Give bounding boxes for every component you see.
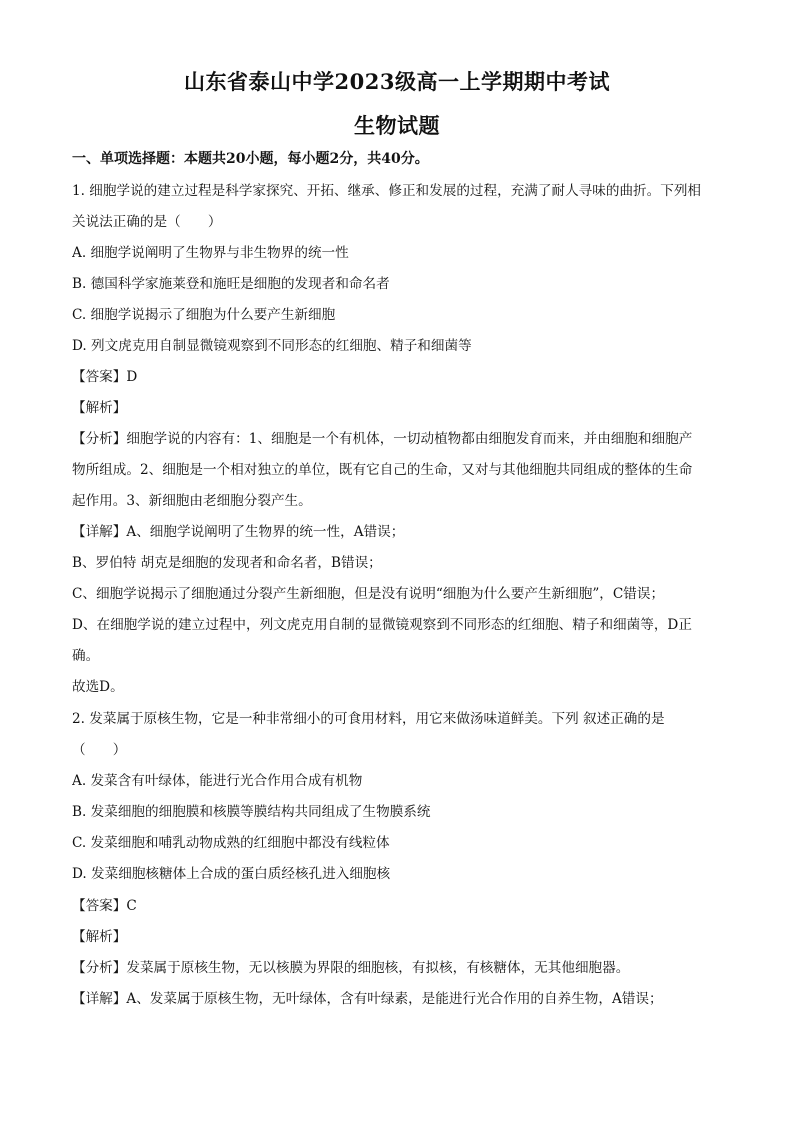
q2-option-c: C. 发菜细胞和哺乳动物成熟的红细胞中都没有线粒体 [72,835,390,851]
q2-answer [72,896,722,916]
q1-detail-line5: 确。 [72,648,100,664]
q1-conclusion: 故选D。 [72,679,124,695]
q1-analysis-line3: 起作用。3、新细胞由老细胞分裂产生。 [72,493,312,509]
q2-option-a: A. 发菜含有叶绿体，能进行光合作用合成有机物 [72,773,363,789]
q2-option-d: D. 发菜细胞核糖体上合成的蛋白质经核孔进入细胞核 [72,866,391,882]
q1-option-c: C. 细胞学说揭示了细胞为什么要产生新细胞 [72,307,336,323]
q1-analysis-line2: 物所组成。2、细胞是一个相对独立的单位，既有它自己的生命，又对与其他细胞共同组成的整体的生命 [72,462,693,478]
q1-detail-line2: B、罗伯特 胡克是细胞的发现者和命名者，B错误； [72,555,382,571]
q2-stem-line2: （ ） [72,742,127,758]
q1-analysis-line1 [72,429,722,449]
answer-tag: 【答案】 [72,898,127,914]
analysis-tag: 【分析】 [72,960,127,976]
detail-text: A、发菜属于原核生物，无叶绿体，含有叶绿素，是能进行光合作用的自养生物，A错误； [126,991,663,1007]
q1-option-d: D. 列文虎克用自制显微镜观察到不同形态的红细胞、精子和细菌等 [72,338,472,354]
detail-tag: 【详解】 [72,991,127,1007]
analysis-tag: 【分析】 [72,431,127,447]
detail-text: A、细胞学说阐明了生物界的统一性，A错误； [126,524,405,540]
q1-option-b: B. 德国科学家施莱登和施旺是细胞的发现者和命名者 [72,276,390,292]
q2-stem-line1: 2. 发菜属于原核生物，它是一种非常细小的可食用材料，用它来做汤味道鲜美。下列 叙述正确的是 [72,711,665,727]
q1-option-a: A. 细胞学说阐明了生物界与非生物界的统一性 [72,245,349,261]
q1-detail-line1 [72,522,722,542]
q1-stem-line1: 1. 细胞学说的建立过程是科学家探究、开拓、继承、修正和发展的过程，充满了耐人寻味的曲折。下列相 [72,183,702,199]
exam-subtitle: 生物试题 [354,113,440,138]
q2-option-b: B. 发菜细胞的细胞膜和核膜等膜结构共同组成了生物膜系统 [72,804,431,820]
exam-title: 山东省泰山中学2023级高一上学期期中考试 [184,69,610,94]
answer-value: D [126,369,138,385]
q1-detail-line4: D、在细胞学说的建立过程中，列文虎克用自制的显微镜观察到不同形态的红细胞、精子和细菌等，D正 [72,617,692,633]
q1-detail-line3: C、细胞学说揭示了细胞通过分裂产生新细胞，但是没有说明“细胞为什么要产生新细胞”，C错误； [72,586,665,602]
q1-answer [72,367,722,387]
q1-jiexi-tag: 【解析】 [72,400,127,416]
analysis-text: 细胞学说的内容有：1、细胞是一个有机体，一切动植物都由细胞发育而来，并由细胞和细胞产 [126,431,693,447]
analysis-text: 发菜属于原核生物，无以核膜为界限的细胞核，有拟核，有核糖体，无其他细胞器。 [126,960,630,976]
answer-tag: 【答案】 [72,369,127,385]
q2-analysis-line1 [72,958,722,978]
q2-jiexi-tag: 【解析】 [72,929,127,945]
section-heading: 一、单项选择题：本题共20小题，每小题2分，共40分。 [72,151,429,167]
q1-stem-line2: 关说法正确的是（ ） [72,214,222,230]
detail-tag: 【详解】 [72,524,127,540]
answer-value: C [126,898,137,914]
q2-detail-line1 [72,989,722,1009]
